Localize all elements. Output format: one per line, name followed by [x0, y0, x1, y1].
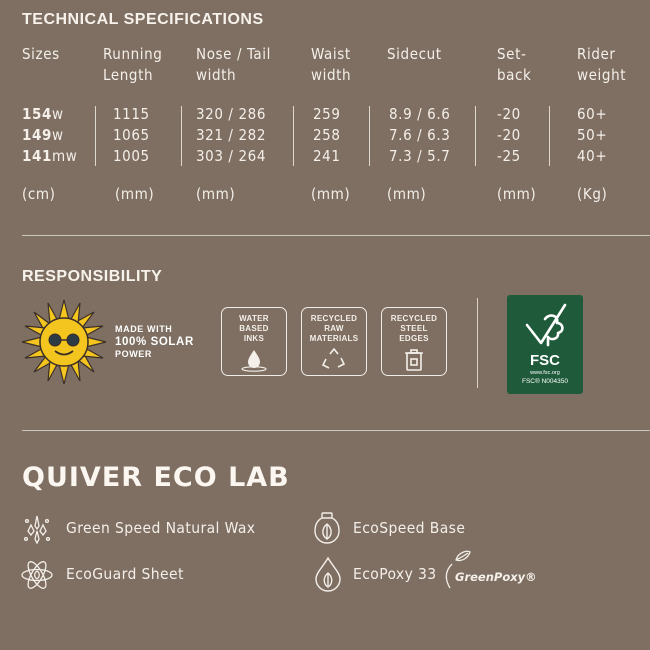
running-length-column	[113, 104, 150, 167]
table-cell: 320 / 286	[196, 105, 267, 123]
table-cell: 50+	[577, 126, 608, 144]
sizes-column	[22, 104, 77, 167]
recycle-bin-icon	[402, 348, 426, 372]
column-divider	[475, 106, 476, 166]
tech-specs-title: TECHNICAL SPECIFICATIONS	[22, 11, 264, 28]
water-based-inks-badge: WATER BASED INKS	[221, 307, 287, 376]
table-cell: 141mw	[22, 147, 78, 165]
fsc-name: FSC	[530, 352, 560, 369]
table-cell: 1115	[113, 105, 150, 123]
section-divider	[22, 235, 650, 236]
table-cell: 1005	[113, 147, 150, 165]
waist-column	[313, 104, 341, 167]
column-divider	[549, 106, 550, 166]
eco-lab-title: QUIVER ECO LAB	[22, 462, 290, 493]
table-cell: 8.9 / 6.6	[389, 105, 451, 123]
unit-label: (mm)	[387, 185, 427, 203]
table-cell: 258	[313, 126, 341, 144]
table-cell: 1065	[113, 126, 150, 144]
col-header-waist: Waist width	[311, 45, 352, 84]
eco-item-ecopoxy-33: EcoPoxy 33	[353, 565, 437, 583]
col-header-sidecut: Sidecut	[387, 45, 442, 63]
recycled-steel-edges-badge: RECYCLED STEEL EDGES	[381, 307, 447, 376]
vertical-divider	[477, 298, 478, 388]
eco-item-green-speed-wax: Green Speed Natural Wax	[66, 519, 256, 537]
table-cell: 321 / 282	[196, 126, 267, 144]
solar-power-text: MADE WITH 100% SOLAR POWER	[115, 324, 194, 359]
eco-item-ecoguard-sheet: EcoGuard Sheet	[66, 565, 184, 583]
table-cell: 40+	[577, 147, 608, 165]
table-cell: -20	[497, 126, 521, 144]
col-header-rider-weight: Rider weight	[577, 45, 627, 84]
table-cell: 7.6 / 6.3	[389, 126, 451, 144]
unit-label: (cm)	[22, 185, 56, 203]
unit-label: (Kg)	[577, 185, 608, 203]
table-cell: 259	[313, 105, 341, 123]
table-cell: 241	[313, 147, 341, 165]
greenpoxy-label: GreenPoxy®	[455, 570, 537, 584]
col-header-sizes: Sizes	[22, 45, 60, 63]
col-header-setback: Set- back	[497, 45, 532, 84]
leaf-jar-icon	[312, 511, 342, 549]
unit-label: (mm)	[311, 185, 351, 203]
water-drop-icon	[240, 348, 268, 372]
column-divider	[181, 106, 182, 166]
eco-item-ecospeed-base: EcoSpeed Base	[353, 519, 466, 537]
column-divider	[293, 106, 294, 166]
fsc-code: FSC® N004350	[522, 378, 568, 385]
unit-label: (mm)	[115, 185, 155, 203]
col-header-nose-tail: Nose / Tail width	[196, 45, 271, 84]
table-cell: 149w	[22, 126, 64, 144]
table-cell: -20	[497, 105, 521, 123]
unit-label: (mm)	[196, 185, 236, 203]
nose-tail-column	[196, 104, 266, 167]
sparkle-icon	[21, 513, 53, 549]
table-cell: 303 / 264	[196, 147, 267, 165]
unit-label: (mm)	[497, 185, 537, 203]
greenpoxy-logo	[442, 548, 537, 592]
recycled-raw-materials-badge: RECYCLED RAW MATERIALS	[301, 307, 367, 376]
sun-mascot-icon	[20, 298, 108, 386]
fsc-tree-check-icon	[515, 301, 575, 351]
sidecut-column	[389, 104, 450, 167]
responsibility-title: RESPONSIBILITY	[22, 268, 163, 285]
table-cell: -25	[497, 147, 521, 165]
table-cell: 60+	[577, 105, 608, 123]
col-header-running-length: Running Length	[103, 45, 163, 84]
atom-icon	[20, 559, 54, 595]
column-divider	[95, 106, 96, 166]
rider-weight-column	[577, 104, 607, 167]
fsc-url: www.fsc.org	[530, 370, 560, 376]
table-cell: 7.3 / 5.7	[389, 147, 451, 165]
table-cell: 154w	[22, 105, 64, 123]
leaf-drop-icon	[313, 556, 343, 596]
section-divider	[22, 430, 650, 431]
column-divider	[369, 106, 370, 166]
recycle-icon	[321, 348, 347, 372]
setback-column	[497, 104, 521, 167]
fsc-logo	[507, 295, 583, 394]
